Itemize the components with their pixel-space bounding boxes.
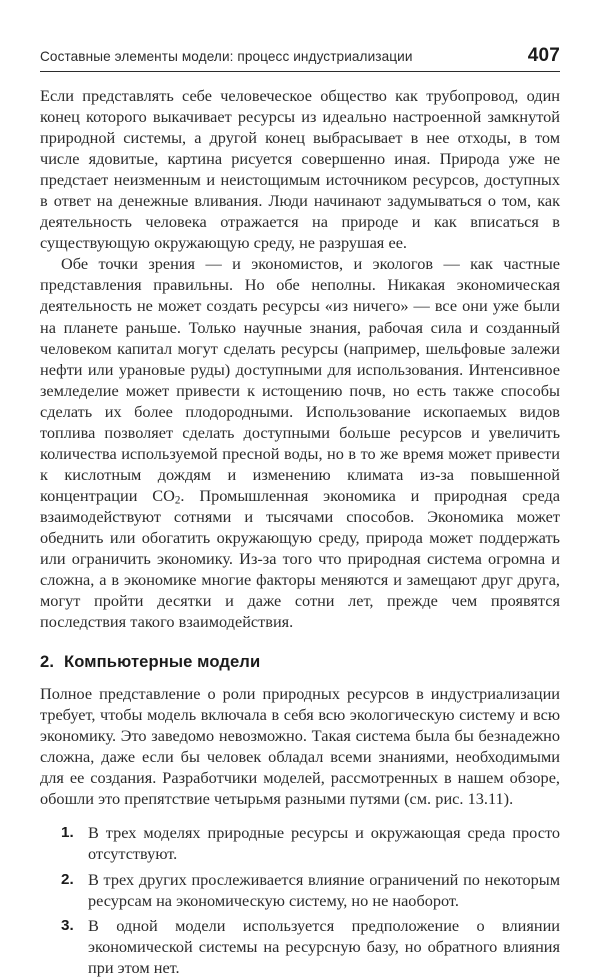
co2-symbol: CO: [152, 485, 175, 505]
list-item: [40, 869, 560, 911]
running-header: [40, 45, 560, 72]
list-item-marker: 2.: [61, 870, 74, 888]
running-header-title: Составные элементы модели: процесс индустриализации: [40, 49, 413, 64]
section-number: 2.: [40, 652, 55, 672]
co2-formula: [152, 486, 180, 505]
list-item: [40, 915, 560, 978]
list-item: [40, 822, 560, 864]
section-title: Компьютерные модели: [64, 652, 261, 672]
co2-subscript: 2: [174, 494, 181, 507]
paragraph-2-tail: . Промышленная экономика и природная среда взаимодействуют сотнями и тысячами способов. Экономика может обеднить или обогатить окружающую среду, природа может поддержать или ограничить экономику. Из-за того что природная система огромна и сложна, а в экономике многие факторы меняются и замещают друг друга, могут пройти десятки и даже сотни лет, прежде чем проявятся последствия такого взаимодействия.: [40, 485, 560, 632]
section-heading: [40, 652, 560, 672]
list-item-marker: 3.: [61, 916, 74, 934]
numbered-list: [40, 822, 560, 977]
list-item-text: В трех моделях природные ресурсы и окружающая среда просто отсутствуют.: [88, 823, 560, 864]
list-item-text: В трех других прослеживается влияние ограничений по некоторым ресурсам на экономическую систему, но не наоборот.: [88, 869, 560, 910]
page-number: 407: [527, 45, 560, 66]
paragraph-1: Если представлять себе человеческое общество как трубопровод, один конец которого выкачивает ресурсы из идеально настроенной замкнутой природной системы, а другой конец выбрасывает в нее отходы, в том числе ядовитые, картина рисуется совершенно иная. Природа уже не предстает неизменным и неистощимым источником ресурсов, доступных в ответ на денежные вливания. Люди начинают задумываться о том, как деятельность человека отражается на природе и как вписаться в существующую окружающую среду, не разрушая ее.: [40, 86, 560, 253]
section-intro-paragraph: Полное представление о роли природных ресурсов в индустриализации требует, чтобы модель включала в себя всю экологическую систему и всю экономику. Это заведомо невозможно. Такая система была бы безнадежно сложна, даже если бы человек обладал всеми знаниями, необходимыми для ее создания. Разработчики моделей, рассмотренных в нашем обзоре, обошли это препятствие четырьмя разными путями (см. рис. 13.11).: [40, 684, 560, 809]
list-item-text: В одной модели используется предположение о влиянии экономической системы на ресурсную базу, но обратного влияния при этом нет.: [88, 915, 560, 977]
paragraph-2-lead: Обе точки зрения — и экономистов, и экологов — как частные представления правильны. Но обе неполны. Никакая экономическая деятельность не может создать ресурсы «из ничего» — все они уже были на планете раньше. Только научные знания, рабочая сила и созданный человеком капитал могут сделать ресурсы (например, шельфовые залежи нефти или урановые руды) доступными для использования. Интенсивное земледелие может привести к истощению почв, но есть также способы сделать их более плодородными. Использование ископаемых видов топлива позволяет сделать доступными больше ресурсов и увеличить количества используемой пресной воды, но в то же время может привести к кислотным дождям и изменению климата из-за повышенной концентрации: [40, 254, 560, 505]
page-content: [40, 45, 560, 978]
list-item-marker: 1.: [61, 824, 74, 842]
paragraph-2: [40, 253, 560, 632]
